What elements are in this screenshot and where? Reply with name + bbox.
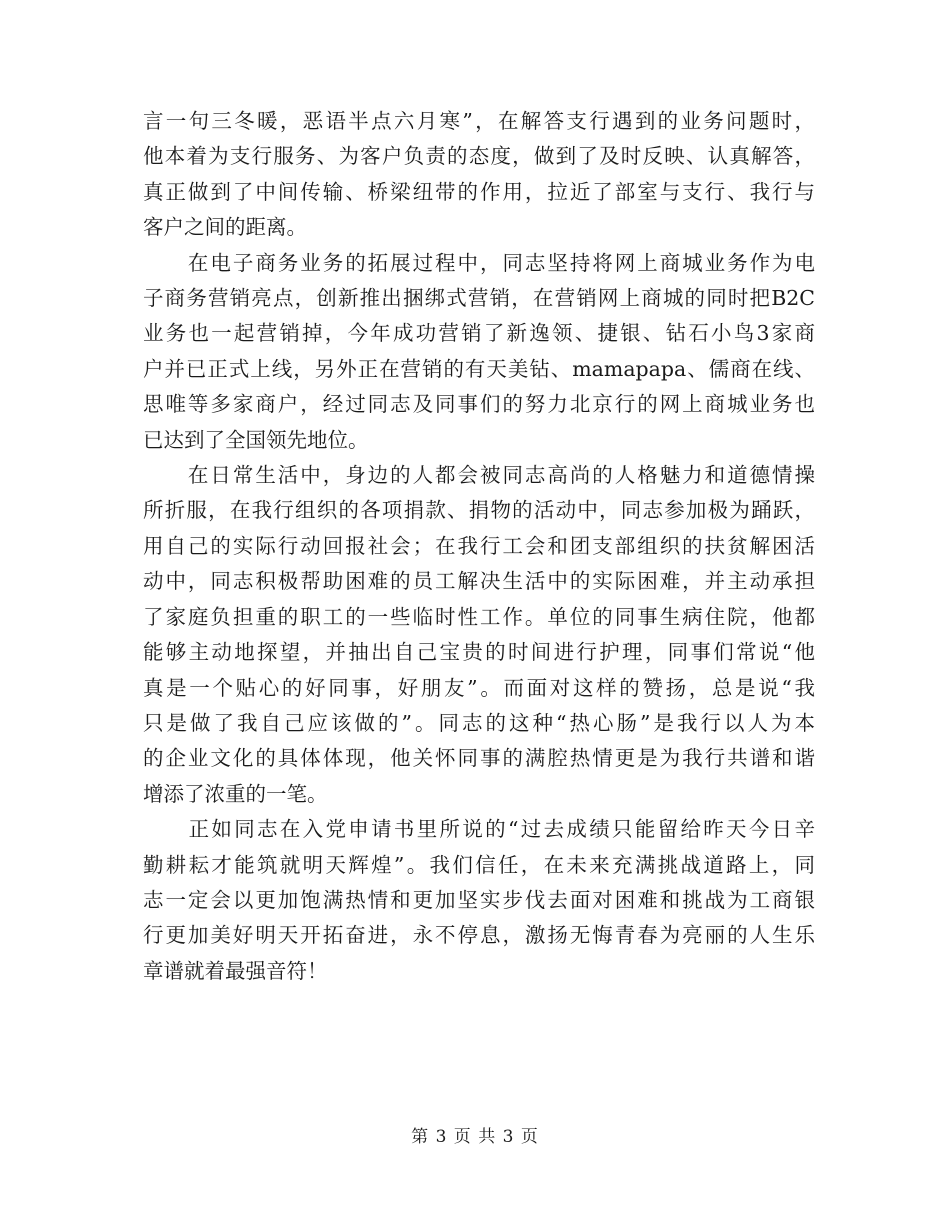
paragraph: [143, 246, 815, 458]
text-line: 业务也一起营销掉，今年成功营销了新逸领、捷银、钻石小鸟3家商: [143, 321, 815, 346]
text-line: 在电子商务业务的拓展过程中，同志坚持将网上商城业务作为电: [143, 250, 815, 275]
text-line: 只是做了我自己应该做的”。同志的这种“热心肠”是我行以人为本: [143, 710, 815, 735]
text-line: 已达到了全国领先地位。: [143, 427, 369, 452]
text-line: 章谱就着最强音符！: [143, 958, 328, 983]
text-line: 能够主动地探望，并抽出自己宝贵的时间进行护理，同事们常说“他: [143, 640, 815, 665]
text-line: 户并已正式上线，另外正在营销的有天美钻、mamapapa、儒商在线、: [143, 356, 815, 381]
text-line: 言一句三冬暖，恶语半点六月寒”，在解答支行遇到的业务问题时，: [143, 109, 815, 133]
document-body: [143, 104, 815, 989]
text-line: 勤耕耘才能筑就明天辉煌”。我们信任，在未来充满挑战道路上，同: [143, 852, 815, 877]
text-line: 增添了浓重的一笔。: [143, 781, 328, 806]
paragraph: [143, 104, 815, 246]
text-line: 真是一个贴心的好同事，好朋友”。而面对这样的赞扬，总是说“我: [143, 675, 815, 700]
paragraph: [143, 458, 815, 812]
text-line: 子商务营销亮点，创新推出捆绑式营销，在营销网上商城的同时把B2C: [143, 286, 815, 311]
text-line: 的企业文化的具体体现，他关怀同事的满腔热情更是为我行共谱和谐: [143, 746, 815, 771]
text-line: 正如同志在入党申请书里所说的“过去成绩只能留给昨天今日辛: [143, 817, 815, 842]
paragraph: [143, 812, 815, 989]
text-line: 动中，同志积极帮助困难的员工解决生活中的实际困难，并主动承担: [143, 569, 815, 594]
text-line: 在日常生活中，身边的人都会被同志高尚的人格魅力和道德情操: [143, 463, 815, 488]
text-line: 所折服，在我行组织的各项捐款、捐物的活动中，同志参加极为踊跃，: [143, 498, 815, 523]
text-line: 用自己的实际行动回报社会；在我行工会和团支部组织的扶贫解困活: [143, 533, 815, 558]
text-line: 真正做到了中间传输、桥梁纽带的作用，拉近了部室与支行、我行与: [143, 179, 815, 204]
text-line: 行更加美好明天开拓奋进，永不停息，激扬无悔青春为亮丽的人生乐: [143, 923, 815, 948]
text-line: 志一定会以更加饱满热情和更加坚实步伐去面对困难和挑战为工商银: [143, 887, 815, 912]
page-footer: 第 3 页 共 3 页: [411, 1127, 539, 1147]
text-line: 客户之间的距离。: [143, 215, 307, 240]
text-line: 了家庭负担重的职工的一些临时性工作。单位的同事生病住院，他都: [143, 604, 815, 629]
text-line: 思唯等多家商户，经过同志及同事们的努力北京行的网上商城业务也: [143, 392, 815, 417]
text-line: 他本着为支行服务、为客户负责的态度，做到了及时反映、认真解答，: [143, 144, 815, 169]
